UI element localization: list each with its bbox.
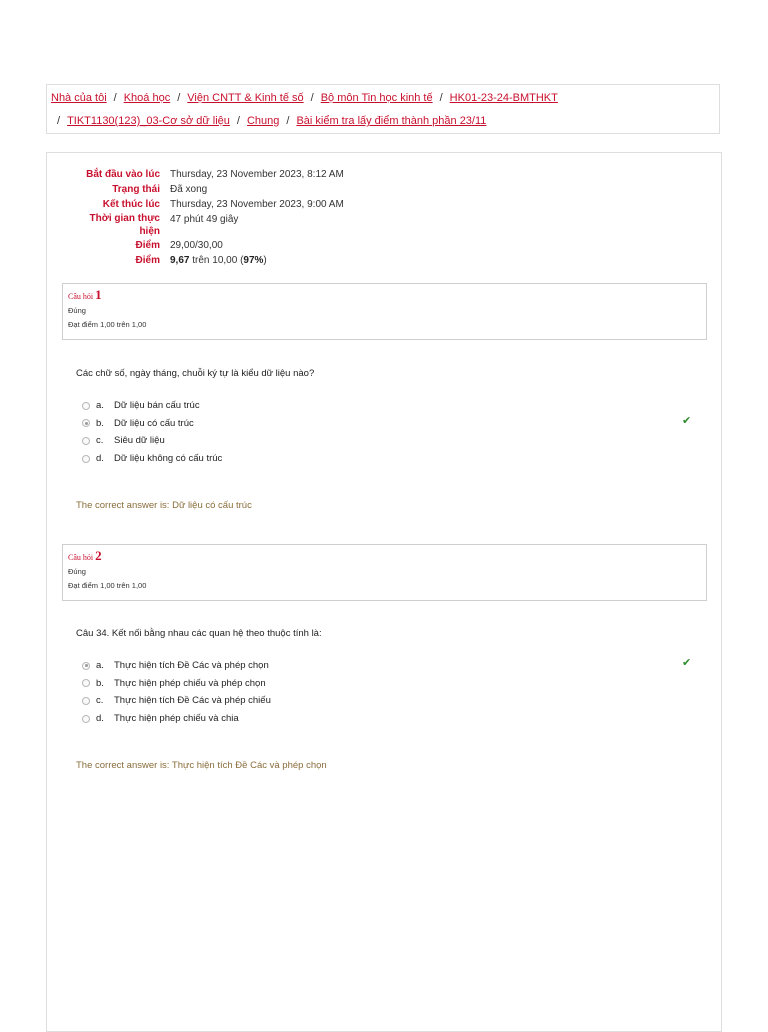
time-taken-value: 47 phút 49 giây (170, 214, 239, 225)
breadcrumb-link-department[interactable]: Bộ môn Tin học kinh tế (320, 92, 433, 104)
answer-list-1 (82, 397, 222, 467)
correct-answer-feedback-2: The correct answer is: Thực hiện tích Đề Các và phép chọn (76, 760, 327, 771)
breadcrumb-link-section[interactable]: Chung (246, 115, 280, 127)
answer-letter: d. (96, 713, 104, 725)
breadcrumb-separator: / (177, 92, 181, 104)
attempt-summary (70, 167, 344, 268)
started-value: Thursday, 23 November 2023, 8:12 AM (170, 169, 344, 180)
question-status: Đúng (68, 567, 86, 576)
answer-text: Thực hiện phép chiếu và chia (114, 713, 239, 725)
state-label: Trạng thái (112, 184, 160, 195)
answer-text: Thực hiện phép chiếu và phép chọn (114, 677, 266, 689)
radio-button[interactable] (82, 697, 90, 705)
radio-button[interactable] (82, 715, 90, 723)
breadcrumb-separator: / (310, 92, 314, 104)
breadcrumb-link-course[interactable]: TIKT1130(123)_03-Cơ sở dữ liệu (67, 115, 230, 127)
marks-label: Điểm (135, 240, 160, 251)
radio-button[interactable] (82, 402, 90, 410)
state-value: Đã xong (170, 184, 208, 195)
breadcrumb-separator: / (236, 115, 240, 127)
started-label: Bắt đầu vào lúc (86, 169, 160, 180)
question-number (68, 549, 701, 565)
answer-option[interactable] (82, 450, 222, 468)
answer-letter: d. (96, 453, 104, 465)
answer-letter: b. (96, 677, 104, 689)
question-number-value: 1 (95, 287, 102, 302)
grade-label: Điểm (135, 255, 160, 266)
answer-text: Thực hiện tích Đề Các và phép chiếu (114, 695, 271, 707)
answer-text: Dữ liệu có cấu trúc (114, 417, 194, 429)
question-label: Câu hỏi (68, 553, 94, 562)
question-info-2 (62, 544, 707, 601)
breadcrumb-link-quiz[interactable]: Bài kiểm tra lấy điểm thành phần 23/11 (296, 115, 487, 127)
answer-option[interactable] (82, 657, 271, 675)
answer-option[interactable] (82, 710, 271, 728)
answer-list-2 (82, 657, 271, 727)
radio-button-selected[interactable] (82, 662, 90, 670)
question-label: Câu hỏi (68, 292, 94, 301)
answer-option[interactable] (82, 432, 222, 450)
question-info-1 (62, 283, 707, 340)
answer-letter: b. (96, 417, 104, 429)
grade-percent: 97% (243, 255, 264, 266)
radio-button[interactable] (82, 437, 90, 445)
check-icon: ✔ (682, 415, 692, 427)
answer-option[interactable] (82, 415, 222, 433)
radio-button-selected[interactable] (82, 419, 90, 427)
breadcrumb-link-courses[interactable]: Khoá học (123, 92, 171, 104)
answer-letter: c. (96, 695, 104, 707)
completed-value: Thursday, 23 November 2023, 9:00 AM (170, 199, 344, 210)
answer-text: Dữ liệu không có cấu trúc (114, 453, 223, 465)
breadcrumb-link-institute[interactable]: Viện CNTT & Kinh tế số (187, 92, 304, 104)
answer-text: Dữ liệu bán cấu trúc (114, 400, 200, 412)
answer-text: Siêu dữ liệu (114, 435, 165, 447)
grade-mid: trên 10,00 ( (192, 255, 244, 266)
breadcrumb-separator: / (439, 92, 443, 104)
answer-option[interactable] (82, 692, 271, 710)
grade-value (170, 253, 344, 268)
completed-label: Kết thúc lúc (102, 199, 160, 210)
breadcrumb-link-semester[interactable]: HK01-23-24-BMTHKT (449, 92, 558, 104)
question-number-value: 2 (95, 548, 102, 563)
question-text-2: Câu 34. Kết nối bằng nhau các quan hệ theo thuộc tính là: (76, 628, 322, 639)
answer-option[interactable] (82, 397, 222, 415)
question-text-1: Các chữ số, ngày tháng, chuỗi ký tự là kiểu dữ liệu nào? (76, 368, 315, 379)
answer-letter: a. (96, 400, 104, 412)
time-taken-label: Thời gian thực hiện (89, 213, 160, 237)
breadcrumb-separator: / (57, 115, 61, 127)
answer-text: Thực hiện tích Đề Các và phép chọn (114, 660, 269, 672)
answer-letter: a. (96, 660, 104, 672)
answer-letter: c. (96, 435, 104, 447)
breadcrumb (46, 84, 720, 134)
breadcrumb-separator: / (113, 92, 117, 104)
grade-score: 9,67 (170, 255, 190, 266)
grade-end: ) (263, 255, 267, 266)
question-mark: Đạt điểm 1,00 trên 1,00 (68, 320, 147, 329)
breadcrumb-separator: / (286, 115, 290, 127)
check-icon: ✔ (682, 657, 692, 669)
correct-answer-feedback-1: The correct answer is: Dữ liệu có cấu trúc (76, 500, 252, 511)
radio-button[interactable] (82, 679, 90, 687)
radio-button[interactable] (82, 455, 90, 463)
question-status: Đúng (68, 306, 86, 315)
question-mark: Đạt điểm 1,00 trên 1,00 (68, 581, 147, 590)
breadcrumb-link-home[interactable]: Nhà của tôi (51, 92, 107, 104)
answer-option[interactable] (82, 675, 271, 693)
question-number (68, 288, 701, 304)
marks-value: 29,00/30,00 (170, 240, 223, 251)
